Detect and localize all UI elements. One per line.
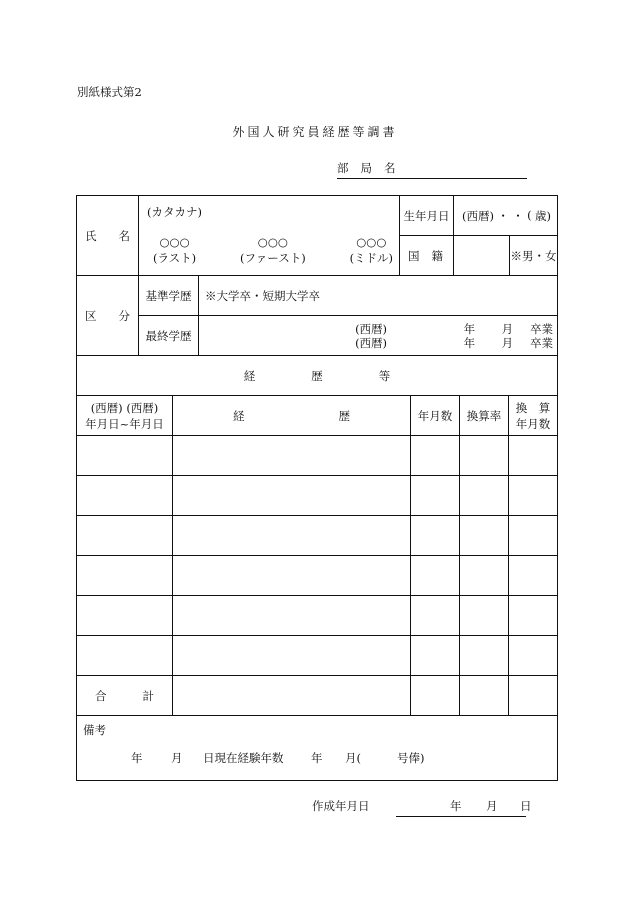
total-converted-input[interactable] bbox=[509, 676, 558, 716]
notes-as-of: 日現在経験年数 bbox=[203, 751, 284, 765]
name-label-cell bbox=[77, 196, 139, 276]
category-label-left: 区 bbox=[85, 308, 97, 323]
period-header-2-line-2: 年月日~年月日 bbox=[85, 416, 164, 431]
converted-input[interactable] bbox=[509, 436, 558, 476]
converted-input[interactable] bbox=[509, 476, 558, 516]
career-input[interactable] bbox=[173, 556, 411, 596]
months-input[interactable] bbox=[411, 556, 460, 596]
career-row bbox=[77, 436, 558, 476]
career-row bbox=[77, 556, 558, 596]
nationality-input-cell[interactable] bbox=[454, 236, 510, 276]
age-open: ( bbox=[527, 207, 532, 222]
period-input[interactable] bbox=[77, 476, 173, 516]
total-label-left: 合 bbox=[95, 688, 107, 703]
notes-exp-month: 月( bbox=[345, 751, 361, 765]
career-input[interactable] bbox=[173, 436, 411, 476]
final-education-cell[interactable] bbox=[199, 316, 558, 356]
rate-input[interactable] bbox=[460, 556, 509, 596]
name-label-left: 氏 bbox=[85, 228, 97, 243]
category-label-cell bbox=[77, 276, 139, 356]
notes-row bbox=[77, 716, 558, 781]
standard-education-label: 基準学歴 bbox=[145, 288, 192, 303]
birth-dot-2: ・ bbox=[512, 208, 524, 223]
notes-label: 備考 bbox=[83, 723, 106, 737]
notes-exp-year: 年 bbox=[311, 751, 323, 765]
final-education-label-cell bbox=[139, 316, 199, 356]
career-section-header bbox=[77, 356, 558, 396]
grad-2-era: (西暦) bbox=[355, 335, 388, 350]
grad-line-1 bbox=[199, 322, 553, 336]
kana-hint: (カタカナ) bbox=[147, 205, 202, 219]
career-row bbox=[77, 476, 558, 516]
notes-salary-step: 号俸) bbox=[397, 751, 425, 765]
name-middle-label: (ミドル) bbox=[349, 251, 394, 265]
form-code: 別紙様式第2 bbox=[77, 85, 142, 99]
total-months-input[interactable] bbox=[411, 676, 460, 716]
name-last-circles: ○○○ bbox=[159, 235, 190, 249]
total-row bbox=[77, 676, 558, 716]
standard-education-value: ※大学卒・短期大学卒 bbox=[205, 288, 320, 303]
rate-header-2 bbox=[460, 396, 509, 436]
period-input[interactable] bbox=[77, 436, 173, 476]
grad-2-graduated: 卒業 bbox=[530, 335, 554, 350]
grad-1-year: 年 bbox=[463, 321, 476, 336]
total-career-input[interactable] bbox=[173, 676, 411, 716]
rate-input[interactable] bbox=[460, 476, 509, 516]
name-first-label: (ファースト) bbox=[240, 251, 306, 265]
rate-header-2-label: 換算率 bbox=[466, 408, 502, 423]
total-rate-input[interactable] bbox=[460, 676, 509, 716]
career-row bbox=[77, 636, 558, 676]
career-form-table bbox=[76, 195, 558, 396]
career-row bbox=[77, 596, 558, 636]
birth-input-cell[interactable] bbox=[454, 196, 558, 236]
career-section-char-1: 経 bbox=[243, 368, 256, 383]
period-input[interactable] bbox=[77, 556, 173, 596]
name-middle bbox=[350, 234, 393, 266]
birth-label-cell bbox=[400, 196, 454, 236]
gender-cell[interactable] bbox=[510, 236, 558, 276]
converted-input[interactable] bbox=[509, 516, 558, 556]
creation-date-field[interactable] bbox=[396, 798, 532, 817]
career-section-char-2: 歴 bbox=[311, 368, 323, 383]
notes-cell[interactable] bbox=[77, 716, 558, 781]
rate-input[interactable] bbox=[460, 436, 509, 476]
gender-choice: ※男・女 bbox=[510, 248, 557, 263]
converted-input[interactable] bbox=[509, 636, 558, 676]
months-header-2 bbox=[411, 396, 460, 436]
converted-header bbox=[509, 396, 558, 436]
months-input[interactable] bbox=[411, 516, 460, 556]
birth-dot-1: ・ bbox=[497, 208, 509, 223]
months-input[interactable] bbox=[411, 596, 460, 636]
career-input[interactable] bbox=[173, 636, 411, 676]
career-input[interactable] bbox=[173, 476, 411, 516]
notes-month: 月 bbox=[171, 751, 183, 765]
nationality-label-left: 国 bbox=[408, 248, 420, 263]
department-field[interactable]: 部局名 bbox=[337, 160, 527, 179]
creation-date-label: 作成年月日 bbox=[312, 799, 370, 813]
name-first bbox=[240, 234, 306, 266]
career-input[interactable] bbox=[173, 596, 411, 636]
notes-year: 年 bbox=[131, 751, 143, 765]
rate-input[interactable] bbox=[460, 636, 509, 676]
converted-input[interactable] bbox=[509, 596, 558, 636]
name-input-cell[interactable] bbox=[139, 196, 400, 276]
grad-1-era: (西暦) bbox=[355, 321, 388, 336]
name-last-label: (ラスト) bbox=[153, 251, 197, 265]
notes-line bbox=[83, 750, 557, 766]
creation-day: 日 bbox=[520, 799, 532, 813]
grad-1-graduated: 卒業 bbox=[530, 321, 554, 336]
period-header-2-line-1: (西暦) (西暦) bbox=[90, 400, 159, 415]
career-header-2-left: 経 bbox=[233, 408, 245, 423]
grad-2-year: 年 bbox=[463, 335, 476, 350]
name-first-circles: ○○○ bbox=[257, 235, 288, 249]
rate-input[interactable] bbox=[460, 516, 509, 556]
name-middle-circles: ○○○ bbox=[356, 235, 387, 249]
grad-2-month: 月 bbox=[501, 335, 514, 350]
career-header-2-right: 歴 bbox=[338, 408, 350, 423]
grad-line-2 bbox=[199, 336, 553, 350]
months-input[interactable] bbox=[411, 436, 460, 476]
birth-label: 生年月日 bbox=[403, 208, 450, 223]
standard-education-label-cell bbox=[139, 276, 199, 316]
creation-month: 月 bbox=[486, 799, 498, 813]
document-title: 外国人研究員経歴等調書 bbox=[232, 125, 398, 139]
period-header-2 bbox=[77, 396, 173, 436]
category-label-right: 分 bbox=[118, 308, 130, 323]
months-header-2-label: 年月数 bbox=[417, 408, 453, 423]
career-input[interactable] bbox=[173, 516, 411, 556]
career-row bbox=[77, 516, 558, 556]
birth-era: (西暦) bbox=[462, 208, 495, 223]
months-input[interactable] bbox=[411, 636, 460, 676]
standard-education-cell[interactable] bbox=[199, 276, 558, 316]
total-label-cell bbox=[77, 676, 173, 716]
period-input[interactable] bbox=[77, 636, 173, 676]
total-label-right: 計 bbox=[142, 688, 154, 703]
months-input[interactable] bbox=[411, 476, 460, 516]
name-last bbox=[153, 234, 196, 266]
rate-input[interactable] bbox=[460, 596, 509, 636]
converted-input[interactable] bbox=[509, 556, 558, 596]
converted-header-line-2: 年月数 bbox=[515, 416, 551, 431]
nationality-label-cell bbox=[400, 236, 454, 276]
career-header-2 bbox=[173, 396, 411, 436]
period-input[interactable] bbox=[77, 596, 173, 636]
career-section-char-3: 等 bbox=[378, 368, 391, 383]
creation-year: 年 bbox=[450, 799, 462, 813]
converted-header-line-1: 換 算 bbox=[515, 400, 551, 415]
period-input[interactable] bbox=[77, 516, 173, 556]
grad-1-month: 月 bbox=[501, 321, 514, 336]
age-close: 歳) bbox=[535, 208, 552, 223]
nationality-label-right: 籍 bbox=[431, 248, 444, 263]
name-label-right: 名 bbox=[118, 228, 130, 243]
final-education-label: 最終学歴 bbox=[145, 328, 192, 343]
career-body-table bbox=[76, 395, 558, 781]
